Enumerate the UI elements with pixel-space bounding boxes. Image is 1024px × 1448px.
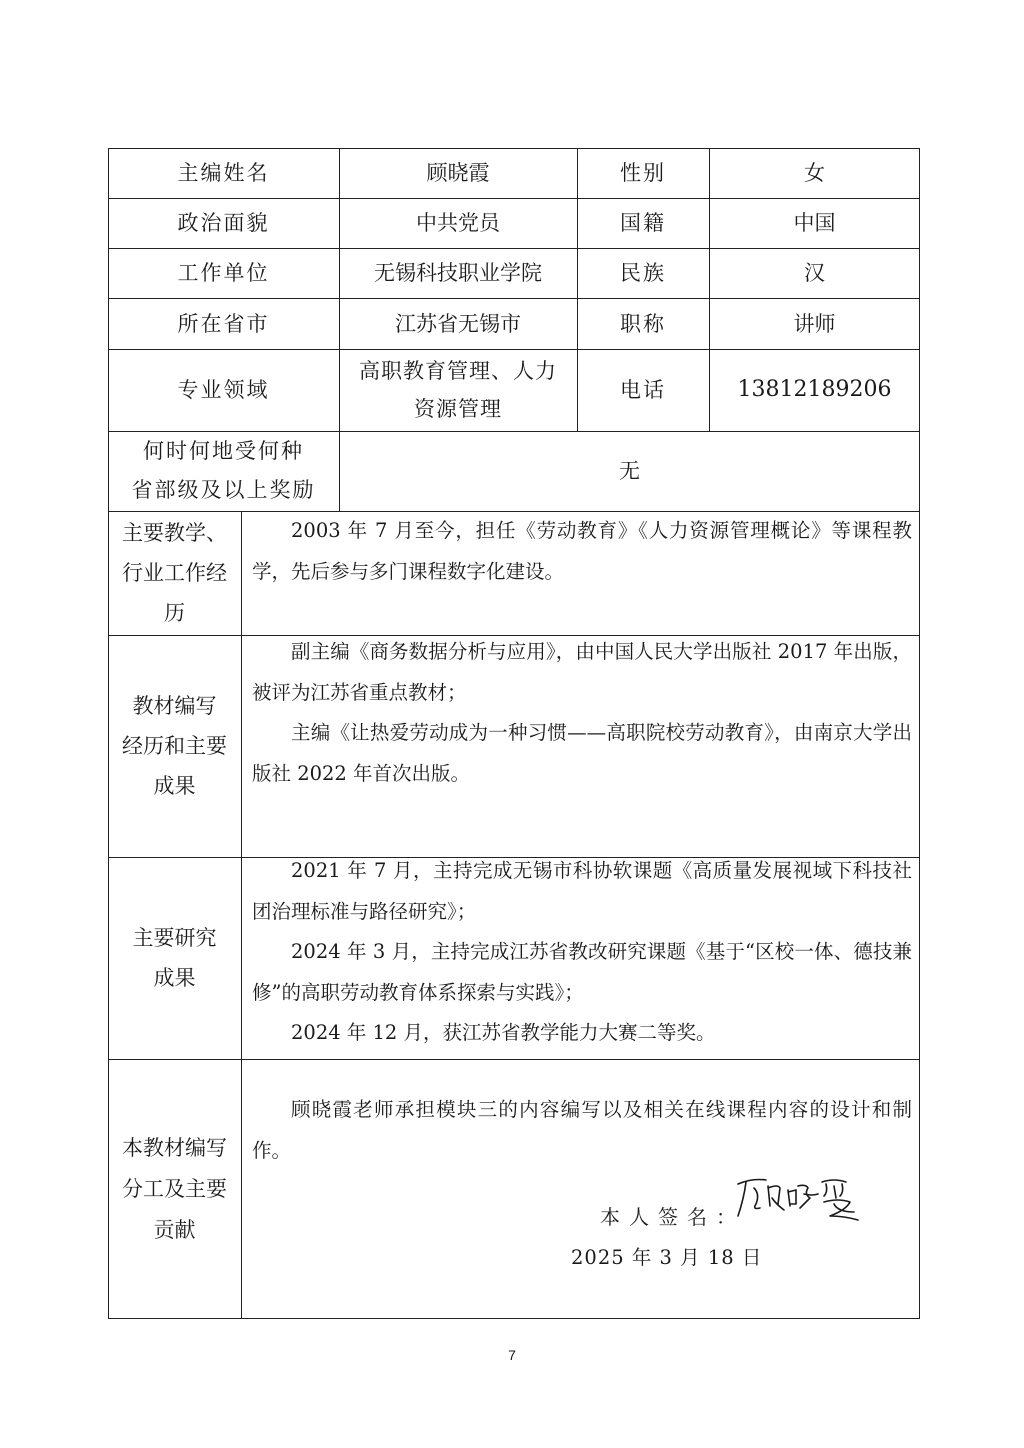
label-textbook bbox=[108, 635, 241, 857]
label-political-status: 政治面貌 bbox=[177, 211, 270, 235]
label-nationality: 国籍 bbox=[620, 211, 666, 235]
label-contribution-line: 本教材编写 bbox=[122, 1135, 227, 1160]
label-contribution-line: 贡献 bbox=[153, 1217, 196, 1242]
label-textbook-line: 教材编写 bbox=[132, 694, 217, 718]
label-experience-line: 主要教学、 bbox=[122, 521, 227, 545]
label-research-line: 主要研究 bbox=[132, 926, 217, 950]
value-political-status: 中共党员 bbox=[416, 211, 500, 235]
label-awards bbox=[108, 431, 339, 511]
label-experience bbox=[108, 511, 241, 635]
signing-date: 2025 年 3 月 18 日 bbox=[571, 1246, 763, 1269]
contribution-content bbox=[252, 1090, 912, 1171]
label-phone: 电话 bbox=[620, 378, 666, 402]
label-contribution-line: 分工及主要 bbox=[122, 1176, 227, 1201]
value-ethnicity: 汉 bbox=[804, 261, 825, 285]
textbook-paragraph: 副主编《商务数据分析与应用》，由中国人民大学出版社 2017 年出版，被评为江苏省重点教材； bbox=[252, 640, 912, 704]
label-work-unit: 工作单位 bbox=[177, 261, 270, 285]
experience-paragraph: 2003 年 7 月至今，担任《劳动教育》《人力资源管理概论》等课程教学，先后参与多门课程数字化建设。 bbox=[252, 519, 912, 583]
label-title: 职称 bbox=[620, 311, 666, 336]
experience-content bbox=[252, 511, 912, 592]
value-nationality: 中国 bbox=[793, 211, 836, 235]
label-specialty: 专业领域 bbox=[177, 378, 270, 402]
value-phone: 13812189206 bbox=[737, 377, 892, 402]
textbook-content bbox=[252, 632, 912, 794]
value-title: 讲师 bbox=[793, 311, 836, 336]
research-paragraph: 2021 年 7 月，主持完成无锡市科协软课题《高质量发展视域下科技社团治理标准与路径研究》； bbox=[252, 859, 912, 923]
label-textbook-line: 经历和主要 bbox=[122, 734, 227, 758]
label-province-city: 所在省市 bbox=[177, 311, 270, 336]
value-work-unit: 无锡科技职业学院 bbox=[374, 261, 542, 285]
column-divider bbox=[241, 511, 242, 1319]
label-research-line: 成果 bbox=[153, 966, 196, 990]
value-specialty-line: 资源管理 bbox=[414, 397, 502, 421]
value-awards: 无 bbox=[619, 459, 640, 483]
label-ethnicity: 民族 bbox=[620, 261, 666, 285]
value-specialty bbox=[339, 349, 577, 431]
handwritten-signature bbox=[734, 1174, 864, 1224]
label-gender: 性别 bbox=[620, 161, 666, 185]
value-specialty-line: 高职教育管理、人力 bbox=[359, 359, 557, 383]
label-experience-line: 行业工作经 bbox=[122, 561, 227, 585]
research-content bbox=[252, 851, 912, 1054]
label-contribution bbox=[108, 1059, 241, 1319]
signature-label: 本人签名： bbox=[600, 1205, 745, 1229]
contribution-paragraph: 顾晓霞老师承担模块三的内容编写以及相关在线课程内容的设计和制作。 bbox=[252, 1098, 912, 1162]
page-number: 7 bbox=[508, 1347, 516, 1363]
label-editor-name: 主编姓名 bbox=[177, 161, 270, 185]
value-province-city: 江苏省无锡市 bbox=[395, 311, 521, 336]
value-gender: 女 bbox=[804, 161, 825, 185]
value-editor-name: 顾晓霞 bbox=[426, 161, 490, 185]
research-paragraph: 2024 年 12 月，获江苏省教学能力大赛二等奖。 bbox=[291, 1021, 716, 1044]
textbook-paragraph: 主编《让热爱劳动成为一种习惯——高职院校劳动教育》，由南京大学出版社 2022 年首次出版。 bbox=[252, 721, 912, 785]
label-awards-line: 省部级及以上奖励 bbox=[131, 478, 316, 502]
research-paragraph: 2024 年 3 月，主持完成江苏省教改研究课题《基于“区校一体、德技兼修”的高职劳动教育体系探索与实践》； bbox=[252, 940, 912, 1004]
label-textbook-line: 成果 bbox=[153, 774, 196, 798]
label-research bbox=[108, 857, 241, 1059]
label-awards-line: 何时何地受何种 bbox=[143, 439, 304, 463]
label-experience-line: 历 bbox=[164, 601, 185, 625]
